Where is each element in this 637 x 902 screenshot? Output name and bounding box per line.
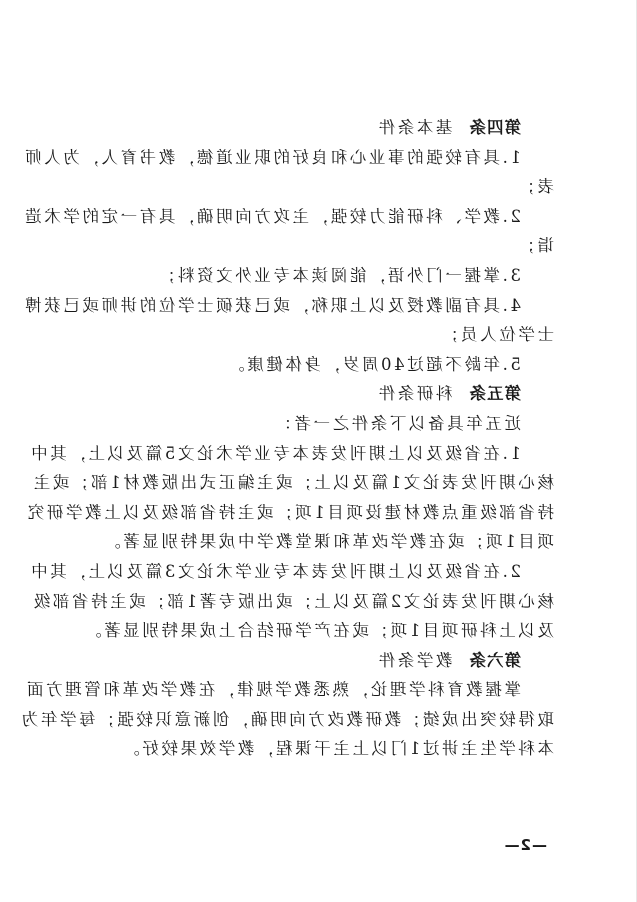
- article5-line-6: 2.在省级及以上期刊发表本专业学术论文3篇及以上，其中: [28, 561, 521, 581]
- article5-heading-title: 科研条件: [376, 384, 453, 404]
- article4-heading: [82, 113, 554, 143]
- article5-line-4: 持省部级重点教材建设项目1项；或主持省部级及以上教学研究: [25, 502, 554, 522]
- article4-item-1-cont: 表；: [515, 177, 554, 197]
- article4-heading-num: 第四条: [468, 118, 521, 137]
- article4-item-1: 1.具有较强的事业心和良好的职业道德，教书育人，为人师: [22, 147, 521, 167]
- article6-line-2: 取得较突出成绩；教研教改方向明确，创新意识较强；每学年为: [19, 709, 554, 729]
- article5-line-1: 近五年具备以下条件之一者：: [272, 413, 521, 433]
- article6-heading-num: 第六条: [468, 650, 521, 670]
- article5-line-8: 及以上科研项目1项；或在产学研结合上成果特别显著。: [82, 621, 554, 641]
- article5-line-7: 核心期刊发表论文2篇及以上；或出版专著1部；或主持省部级: [31, 591, 554, 611]
- article6-line-3: 本科学生主讲过1门以上主干课程，教学效果较好。: [120, 739, 554, 759]
- article6-line-1: 掌握教育科学理论，熟悉教学规律，在教学改革和管理方面: [24, 680, 521, 700]
- article4-item-4-cont: 士学位人员；: [439, 325, 554, 345]
- article5-heading: [82, 379, 554, 409]
- article4-item-2: 2.教学、科研能力较强，主攻方向明确，具有一定的学术造: [22, 206, 521, 226]
- page-number: —2—: [503, 836, 547, 854]
- article5-heading-num: 第五条: [468, 384, 521, 404]
- article5-line-2: 1.在省级及以上期刊发表本专业学术论文5篇及以上，其中: [28, 443, 521, 463]
- document-body: [19, 113, 554, 764]
- article4-heading-title: 基本条件: [376, 118, 453, 137]
- article4-item-4: 4.具有副教授及以上职称，或已获硕士学位的讲师或已获博: [22, 295, 521, 315]
- article5-line-3: 核心期刊发表论文1篇及以上；或主编正式出版教材1部；或主: [31, 473, 554, 493]
- article4-item-2-cont: 诣；: [515, 236, 554, 256]
- article6-heading: [82, 646, 554, 676]
- article4-item-5: 5.年龄不超过40周岁，身体健康。: [225, 354, 521, 374]
- article5-line-5: 项目1项；或在教学改革和课堂教学中成果特别显著。: [101, 532, 554, 552]
- article6-heading-title: 教学条件: [376, 650, 453, 670]
- article4-item-3: 3.掌握一门外语，能阅读本专业外文资料；: [156, 265, 521, 285]
